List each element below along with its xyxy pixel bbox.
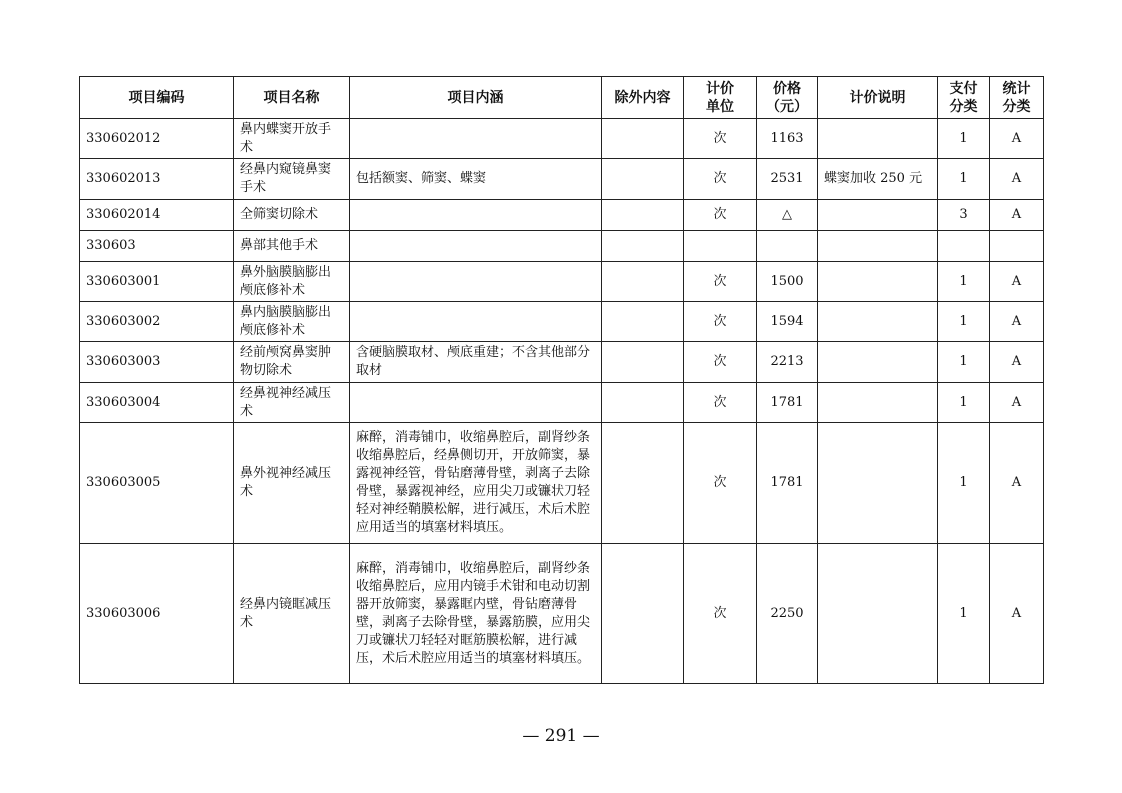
cell-code: 330603003 — [80, 342, 234, 383]
cell-name: 鼻内脑膜脑膨出颅底修补术 — [234, 302, 350, 342]
cell-exclude — [602, 119, 684, 159]
cell-content — [350, 231, 602, 262]
cell-content — [350, 302, 602, 342]
cell-exclude — [602, 262, 684, 302]
cell-code: 330603005 — [80, 423, 234, 544]
header-price — [757, 77, 818, 119]
cell-pay: 1 — [938, 423, 990, 544]
table-row — [80, 423, 1044, 544]
cell-pay: 1 — [938, 262, 990, 302]
header-stat — [990, 77, 1044, 119]
cell-code: 330603006 — [80, 544, 234, 684]
cell-content: 含硬脑膜取材、颅底重建；不含其他部分取材 — [350, 342, 602, 383]
header-pay-line1: 支付 — [949, 80, 978, 97]
cell-unit: 次 — [684, 119, 757, 159]
cell-note — [818, 262, 938, 302]
cell-price: 1594 — [757, 302, 818, 342]
cell-note — [818, 544, 938, 684]
cell-content — [350, 200, 602, 231]
cell-pay: 1 — [938, 159, 990, 200]
table-row — [80, 342, 1044, 383]
cell-content — [350, 383, 602, 423]
cell-name: 经鼻内镜眶减压术 — [234, 544, 350, 684]
header-content: 项目内涵 — [350, 77, 602, 119]
cell-price: 2213 — [757, 342, 818, 383]
cell-note: 蝶窦加收 250 元 — [818, 159, 938, 200]
cell-content — [350, 262, 602, 302]
cell-exclude — [602, 383, 684, 423]
cell-unit: 次 — [684, 423, 757, 544]
cell-stat: A — [990, 423, 1044, 544]
cell-stat: A — [990, 200, 1044, 231]
cell-exclude — [602, 159, 684, 200]
cell-note — [818, 231, 938, 262]
cell-code: 330603 — [80, 231, 234, 262]
cell-price: 2531 — [757, 159, 818, 200]
cell-content: 麻醉，消毒铺巾，收缩鼻腔后，副肾纱条收缩鼻腔后，经鼻侧切开，开放筛窦，暴露视神经管，骨钻磨薄骨壁，剥离子去除骨壁，暴露视神经，应用尖刀或镰状刀轻轻对神经鞘膜松解，进行减压，术后术腔应用适当的填塞材料填压。 — [350, 423, 602, 544]
cell-stat: A — [990, 159, 1044, 200]
header-unit-line1: 计价 — [706, 80, 734, 97]
header-row — [80, 77, 1044, 119]
header-price-line1: 价格 — [773, 80, 801, 97]
cell-exclude — [602, 423, 684, 544]
cell-code: 330603002 — [80, 302, 234, 342]
cell-price: 1781 — [757, 423, 818, 544]
table-row — [80, 544, 1044, 684]
cell-pay: 1 — [938, 544, 990, 684]
cell-pay: 1 — [938, 302, 990, 342]
cell-pay: 1 — [938, 119, 990, 159]
table-row — [80, 262, 1044, 302]
cell-pay: 1 — [938, 342, 990, 383]
cell-note — [818, 383, 938, 423]
cell-price: 1500 — [757, 262, 818, 302]
cell-note — [818, 342, 938, 383]
cell-name: 鼻内蝶窦开放手术 — [234, 119, 350, 159]
cell-content: 麻醉，消毒铺巾，收缩鼻腔后，副肾纱条收缩鼻腔后，应用内镜手术钳和电动切割器开放筛窦，暴露眶内壁，骨钻磨薄骨壁，剥离子去除骨壁，暴露筋膜，应用尖刀或镰状刀轻轻对眶筋膜松解，进行减压，术后术腔应用适当的填塞材料填压。 — [350, 544, 602, 684]
cell-content — [350, 119, 602, 159]
cell-price: 1163 — [757, 119, 818, 159]
fee-table — [79, 76, 1044, 684]
table-row — [80, 231, 1044, 262]
cell-price: 1781 — [757, 383, 818, 423]
header-pay — [938, 77, 990, 119]
table-row — [80, 383, 1044, 423]
cell-note — [818, 119, 938, 159]
cell-stat: A — [990, 544, 1044, 684]
cell-pay: 1 — [938, 383, 990, 423]
cell-unit: 次 — [684, 159, 757, 200]
cell-unit: 次 — [684, 342, 757, 383]
cell-note — [818, 302, 938, 342]
cell-unit: 次 — [684, 200, 757, 231]
cell-unit: 次 — [684, 544, 757, 684]
cell-pay — [938, 231, 990, 262]
table-row — [80, 302, 1044, 342]
header-code: 项目编码 — [80, 77, 234, 119]
cell-note — [818, 423, 938, 544]
cell-price — [757, 231, 818, 262]
cell-name: 鼻部其他手术 — [234, 231, 350, 262]
cell-note — [818, 200, 938, 231]
cell-stat: A — [990, 383, 1044, 423]
header-stat-line2: 分类 — [1002, 98, 1031, 115]
cell-content: 包括额窦、筛窦、蝶窦 — [350, 159, 602, 200]
cell-stat: A — [990, 342, 1044, 383]
table-row — [80, 200, 1044, 231]
cell-code: 330602012 — [80, 119, 234, 159]
cell-unit: 次 — [684, 383, 757, 423]
cell-code: 330603001 — [80, 262, 234, 302]
cell-stat: A — [990, 302, 1044, 342]
header-price-line2: （元） — [766, 98, 808, 115]
header-pay-line2: 分类 — [949, 98, 978, 115]
page-number: — 291 — — [522, 726, 600, 746]
cell-name: 全筛窦切除术 — [234, 200, 350, 231]
header-name: 项目名称 — [234, 77, 350, 119]
cell-unit: 次 — [684, 262, 757, 302]
cell-code: 330602014 — [80, 200, 234, 231]
header-exclude: 除外内容 — [602, 77, 684, 119]
header-stat-line1: 统计 — [1002, 80, 1031, 97]
cell-name: 经鼻内窥镜鼻窦手术 — [234, 159, 350, 200]
cell-name: 鼻外视神经减压术 — [234, 423, 350, 544]
header-unit-line2: 单位 — [706, 98, 734, 115]
cell-code: 330603004 — [80, 383, 234, 423]
cell-exclude — [602, 342, 684, 383]
header-note: 计价说明 — [818, 77, 938, 119]
cell-exclude — [602, 544, 684, 684]
cell-name: 鼻外脑膜脑膨出颅底修补术 — [234, 262, 350, 302]
header-unit — [684, 77, 757, 119]
cell-name: 经前颅窝鼻窦肿物切除术 — [234, 342, 350, 383]
cell-stat: A — [990, 119, 1044, 159]
cell-price: △ — [757, 200, 818, 231]
cell-price: 2250 — [757, 544, 818, 684]
cell-unit — [684, 231, 757, 262]
cell-code: 330602013 — [80, 159, 234, 200]
cell-exclude — [602, 302, 684, 342]
cell-stat: A — [990, 262, 1044, 302]
table-row — [80, 159, 1044, 200]
cell-name: 经鼻视神经减压术 — [234, 383, 350, 423]
cell-exclude — [602, 200, 684, 231]
cell-unit: 次 — [684, 302, 757, 342]
cell-pay: 3 — [938, 200, 990, 231]
table-row — [80, 119, 1044, 159]
cell-exclude — [602, 231, 684, 262]
cell-stat — [990, 231, 1044, 262]
